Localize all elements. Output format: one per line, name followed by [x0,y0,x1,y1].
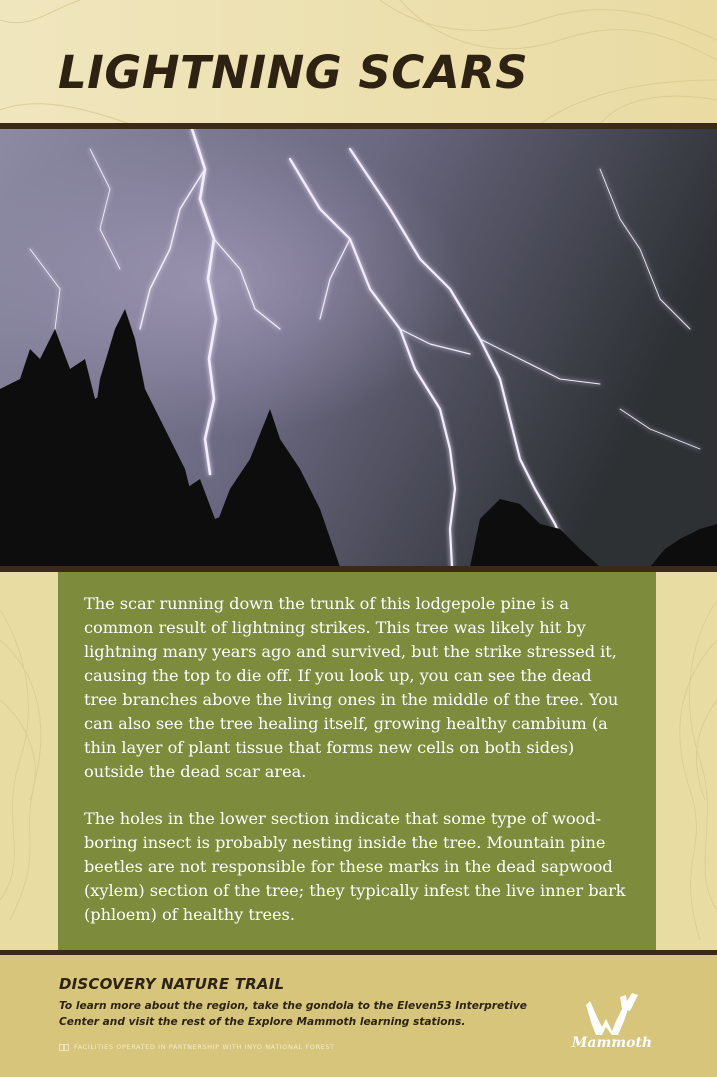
body-paragraph-1: The scar running down the trunk of this lodgepole pine is a common result of lightning strikes. This tree was likely hit by lightning many years ago and survived, but the strike stressed it, causing the top to die off. If you look up, you can see the dead tree branches above the living ones in the middle of the tree. You can also see the tree healing itself, growing healthy cambium (a thin layer of plant tissue that forms new cells on both sides) outside the dead scar area. [84,594,619,781]
forest-service-shield-icon [59,1044,69,1051]
partnership-credit [59,1043,335,1051]
lightning-photo [0,129,717,567]
footer-description: To learn more about the region, take the gondola to the Eleven53 Interpretive Center and visit the rest of the Explore Mammoth learning stations. [59,1000,527,1028]
body-paragraph-2: The holes in the lower section indicate that some type of wood-boring insect is probably nesting inside the tree. Mountain pine beetles are not responsible for these marks in the dead sapwood (xylem) section of the tree; they typically infest the live inner bark (phloem) of healthy trees. [84,809,626,924]
mammoth-logo [562,991,662,1061]
footer-title: DISCOVERY NATURE TRAIL [59,975,285,993]
page-title: LIGHTNING SCARS [58,46,529,99]
body-text-panel [58,572,656,950]
credit-text: FACILITIES OPERATED IN PARTNERSHIP WITH INYO NATIONAL FOREST [74,1043,335,1051]
mammoth-mountain-logo-icon [582,991,642,1037]
logo-wordmark: Mammoth [571,1035,653,1051]
footer [0,955,717,1077]
header-banner [0,0,717,124]
